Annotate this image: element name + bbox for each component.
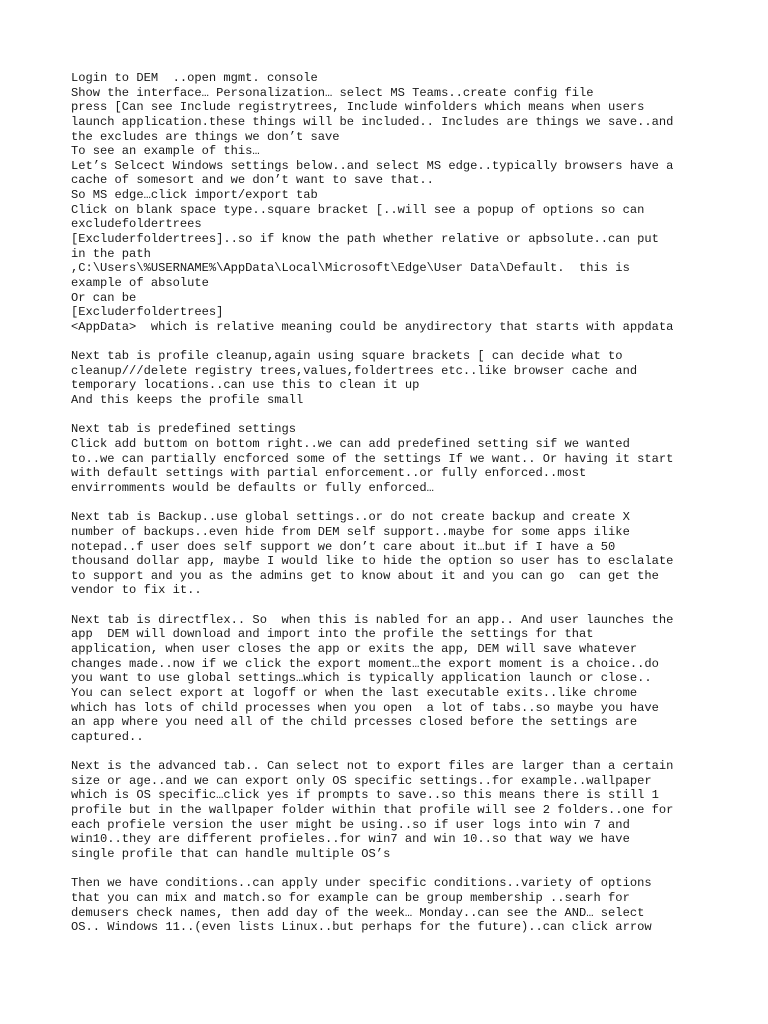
text-line: application, when user closes the app or exits the app, DEM will save whatever — [71, 641, 638, 656]
text-line: an app where you need all of the child prcesses closed before the settings are — [71, 715, 638, 730]
text-line: [Excluderfoldertrees]..so if know the path whether relative or apbsolute..can put — [71, 232, 659, 247]
text-line: Show the interface… Personalization… select MS Teams..create config file — [71, 85, 594, 100]
text-line: each profiele version the user might be using..so if user logs into win 7 and — [71, 817, 630, 832]
paragraph-break — [71, 335, 711, 350]
text-line: app DEM will download and import into the profile the settings for that — [71, 627, 594, 642]
text-line: Then we have conditions..can apply under specific conditions..variety of options — [71, 876, 652, 891]
text-line: And this keeps the profile small — [71, 393, 304, 408]
text-line: which is OS specific…click yes if prompts to save..so this means there is still 1 — [71, 788, 659, 803]
text-line: which has lots of child processes when you open a lot of tabs..so maybe you have — [71, 700, 659, 715]
text-line: the excludes are things we don’t save — [71, 129, 340, 144]
paragraph-break — [71, 744, 711, 759]
text-line: notepad..f user does self support we don’t care about it…but if I have a 50 — [71, 539, 616, 554]
text-line: captured.. — [71, 729, 144, 744]
text-line: Click add buttom on bottom right..we can add predefined setting sif we wanted — [71, 437, 630, 452]
text-line: demusers check names, then add day of the week… Monday..can see the AND… select — [71, 905, 645, 920]
text-line: press [Can see Include registrytrees, Include winfolders which means when users — [71, 100, 645, 115]
text-line: cache of somesort and we don’t want to save that.. — [71, 173, 434, 188]
text-line: size or age..and we can export only OS specific settings..for example..wallpaper — [71, 773, 652, 788]
text-line: vendor to fix it.. — [71, 583, 202, 598]
text-line: Next tab is predefined settings — [71, 422, 296, 437]
document-body — [71, 71, 711, 935]
text-line: profile but in the wallpaper folder within that profile will see 2 folders..one for — [71, 803, 674, 818]
text-line: temporary locations..can use this to clean it up — [71, 378, 420, 393]
text-line: that you can mix and match.so for example can be group membership ..searh for — [71, 890, 630, 905]
paragraph-break — [71, 496, 711, 511]
text-line: Next tab is profile cleanup,again using square brackets [ can decide what to — [71, 349, 623, 364]
paragraph-break — [71, 598, 711, 613]
text-line: Click on blank space type..square bracket [..will see a popup of options so can — [71, 202, 645, 217]
text-line: with default settings with partial enforcement..or fully enforced..most — [71, 466, 587, 481]
text-line: Or can be — [71, 290, 137, 305]
text-line: single profile that can handle multiple OS’s — [71, 846, 391, 861]
text-line: changes made..now if we click the export moment…the export moment is a choice..do — [71, 656, 659, 671]
text-line: Next is the advanced tab.. Can select not to export files are larger than a certain — [71, 759, 674, 774]
text-line: in the path — [71, 246, 151, 261]
text-line: You can select export at logoff or when the last executable exits..like chrome — [71, 685, 638, 700]
text-line: envirromments would be defaults or fully enforced… — [71, 480, 434, 495]
text-line: ,C:\Users\%USERNAME%\AppData\Local\Microsoft\Edge\User Data\Default. this is — [71, 261, 630, 276]
text-line: OS.. Windows 11..(even lists Linux..but perhaps for the future)..can click arrow — [71, 920, 652, 935]
text-line: So MS edge…click import/export tab — [71, 188, 318, 203]
paragraph-break — [71, 408, 711, 423]
text-line: to support and you as the admins get to know about it and you can go can get the — [71, 568, 659, 583]
text-line: To see an example of this… — [71, 144, 260, 159]
text-line: win10..they are different profieles..for win7 and win 10..so that way we have — [71, 832, 630, 847]
text-line: thousand dollar app, maybe I would like to hide the option so user has to esclalate — [71, 554, 674, 569]
text-line: number of backups..even hide from DEM self support..maybe for some apps ilike — [71, 524, 630, 539]
text-line: Login to DEM ..open mgmt. console — [71, 71, 318, 85]
text-line: example of absolute — [71, 275, 209, 290]
text-line: [Excluderfoldertrees] — [71, 305, 224, 320]
text-line: cleanup///delete registry trees,values,foldertrees etc..like browser cache and — [71, 363, 638, 378]
text-line: <AppData> which is relative meaning could be anydirectory that starts with appdata — [71, 319, 674, 334]
text-line: Next tab is Backup..use global settings..or do not create backup and create X — [71, 510, 630, 525]
text-line: excludefoldertrees — [71, 217, 202, 232]
text-line: to..we can partially encforced some of the settings If we want.. Or having it start — [71, 451, 674, 466]
text-line: launch application.these things will be included.. Includes are things we save..and — [71, 114, 674, 129]
text-line: Next tab is directflex.. So when this is nabled for an app.. And user launches the — [71, 612, 674, 627]
paragraph-break — [71, 862, 711, 877]
text-line: Let’s Selcect Windows settings below..and select MS edge..typically browsers have a — [71, 158, 674, 173]
text-line: you want to use global settings…which is typically application launch or close.. — [71, 671, 652, 686]
